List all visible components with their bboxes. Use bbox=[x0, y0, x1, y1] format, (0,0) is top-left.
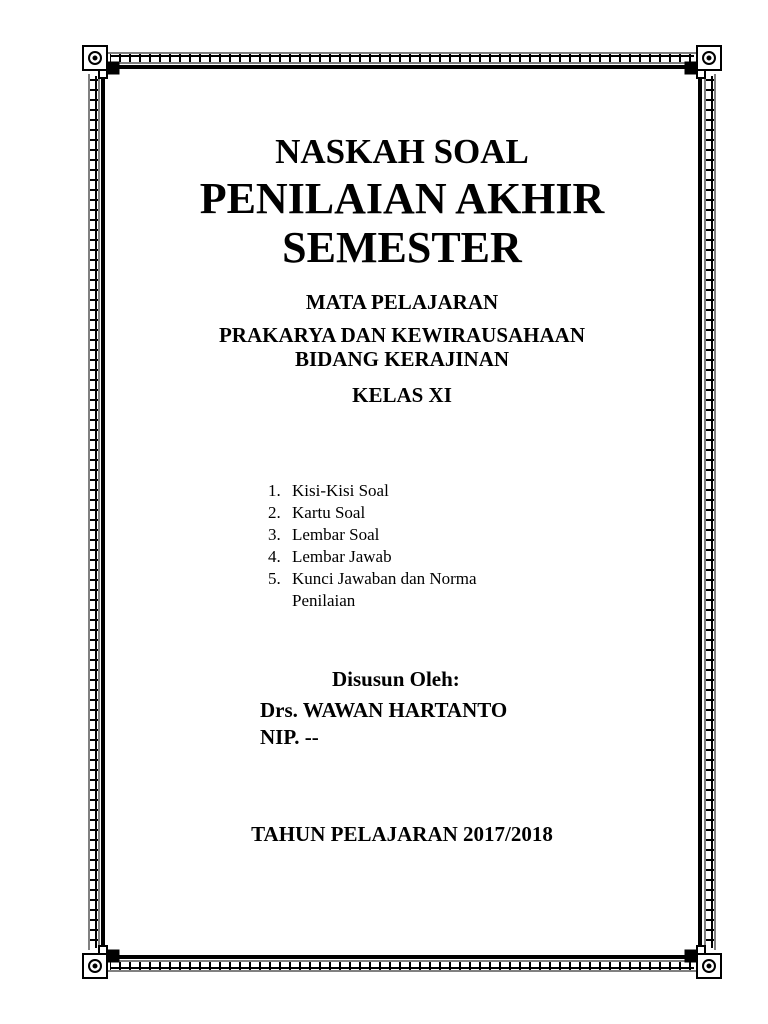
corner-ornament-top-right bbox=[685, 46, 721, 78]
list-item bbox=[268, 524, 542, 546]
list-item-label: Lembar Soal bbox=[292, 525, 380, 544]
list-item-number: 5. bbox=[268, 569, 281, 588]
list-item-number: 2. bbox=[268, 503, 281, 522]
list-item-label: Lembar Jawab bbox=[292, 547, 392, 566]
compiled-by-label: Disusun Oleh: bbox=[332, 667, 460, 691]
contents-list bbox=[268, 480, 542, 612]
list-item bbox=[268, 480, 542, 502]
document-title-line1: PENILAIAN AKHIR bbox=[199, 174, 605, 223]
subject-name-line2: BIDANG KERAJINAN bbox=[294, 347, 510, 371]
list-item bbox=[268, 502, 542, 524]
document-title-small: NASKAH SOAL bbox=[275, 132, 529, 171]
list-item-label: Kisi-Kisi Soal bbox=[292, 481, 389, 500]
academic-year: TAHUN PELAJARAN 2017/2018 bbox=[251, 822, 553, 846]
list-item bbox=[268, 568, 542, 612]
list-item-number: 4. bbox=[268, 547, 281, 566]
subject-name-line1: PRAKARYA DAN KEWIRAUSAHAAN bbox=[218, 323, 585, 347]
subject-heading: MATA PELAJARAN bbox=[305, 290, 499, 314]
document-title-line2: SEMESTER bbox=[282, 223, 522, 272]
author-nip: NIP. -- bbox=[260, 725, 319, 749]
class-label: KELAS XI bbox=[352, 383, 452, 407]
list-item-label: Kartu Soal bbox=[292, 503, 366, 522]
corner-ornament-bottom-right bbox=[685, 946, 721, 978]
corner-ornament-top-left bbox=[83, 46, 119, 78]
author-name: Drs. WAWAN HARTANTO bbox=[260, 698, 508, 722]
corner-ornament-bottom-left bbox=[83, 946, 119, 978]
list-item-number: 1. bbox=[268, 481, 281, 500]
list-item-label: Kunci Jawaban dan Norma Penilaian bbox=[292, 569, 477, 610]
list-item bbox=[268, 546, 542, 568]
list-item-number: 3. bbox=[268, 525, 281, 544]
